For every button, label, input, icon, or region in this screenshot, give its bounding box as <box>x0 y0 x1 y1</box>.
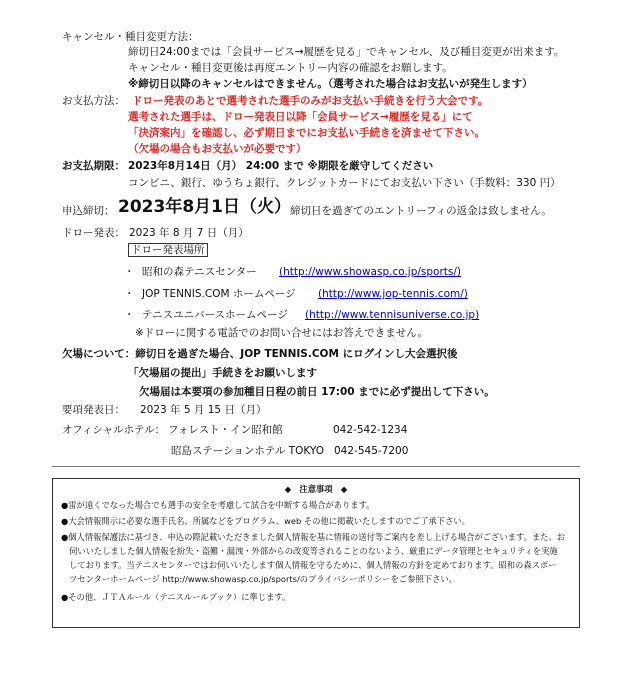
deadline-label: お支払期限： <box>62 160 125 172</box>
cancel-line-2: キャンセル・種目変更後は再度エントリー内容の確認をお願します。 <box>128 62 453 74</box>
payment-red-2: 選考された選手は、ドロー発表日以降「会員サービス→履歴を見る」にて <box>128 111 473 123</box>
draw-label: ドロー発表： <box>62 227 125 239</box>
absence-line-3: 欠場届は本要項の参加種目日程の前日 17:00 までに必ず提出して下さい。 <box>139 386 495 398</box>
payment-red-3: 「決済案内」を確認し、必ず期日までにお支払い手続きを済ませて下さい。 <box>128 127 485 139</box>
announce-date: 2023 年 5 月 15 日（月） <box>140 404 267 416</box>
hotel-name-2: 昭島ステーションホテル TOKYO <box>171 445 324 457</box>
notice-item: ●大会情報開示に必要な選手氏名、所属などをプログラム、web その他に掲載いたしますのでご了承下さい。 <box>61 516 470 526</box>
cancel-label: キャンセル・種目変更方法： <box>62 31 199 43</box>
draw-site-link-2[interactable]: (http://www.jop-tennis.com/) <box>318 288 468 300</box>
notice-item: ●個人情報保護法に基づき、申込の際記載いただきました個人情報を基に情報の送付等ご案内を差し上げる場合がございます。また、お <box>61 532 566 542</box>
draw-date: 2023 年 8 月 7 日（月） <box>129 227 249 239</box>
draw-site-name-3: テニスユニバースホームページ <box>142 309 288 321</box>
draw-phone-note: ※ドローに関する電話でのお問い合せにはお答えできません。 <box>135 327 428 339</box>
cancel-line-3: ※締切日以降のキャンセルはできません。（選考された場合はお支払いが発生します） <box>128 78 533 90</box>
draw-site-link-3[interactable]: (http://www.tennisuniverse.co.jp) <box>305 309 480 321</box>
payment-red-4: （欠場の場合もお支払いが必要です） <box>128 143 307 155</box>
cancel-line-1: 締切日24:00までは「会員サービス→履歴を見る」でキャンセル、及び種目変更が出来ます。 <box>128 46 565 58</box>
draw-site-bullet-1: ・ <box>124 266 135 278</box>
notice-item-cont: しております。当テニスセンターではお伺いいたします個人情報を守るために、個人情報の方針を定めております。昭和の森スポー <box>69 560 557 570</box>
hotel-phone-1: 042-542-1234 <box>333 424 408 436</box>
notice-item: ●その他、ＪＴＡルール（テニスルールブック）に準じます。 <box>61 592 291 602</box>
notice-box <box>52 478 580 628</box>
entry-label: 申込締切： <box>62 205 115 217</box>
draw-site-link-1[interactable]: (http://www.showasp.co.jp/sports/) <box>279 266 462 278</box>
draw-place-label: ドロー発表場所 <box>128 243 208 257</box>
deadline-value: 2023年8月14日（月） 24:00 まで ※期限を厳守してください <box>128 160 434 172</box>
hotel-phone-2: 042-545-7200 <box>334 445 409 457</box>
notice-title: ◆ 注意事項 ◆ <box>284 484 348 494</box>
entry-deadline-date: 2023年8月1日（火） <box>118 197 291 217</box>
payment-red-1: ドロー発表のあとで選考された選手のみがお支払い手続きを行う大会です。 <box>132 95 489 107</box>
notice-item-cont: 伺いいたしました個人情報を紛失・盗難・漏洩・外部からの改変等されることのないよう、厳重にデータ管理とセキュリティを実施 <box>69 546 558 556</box>
announce-label: 要項発表日： <box>62 404 125 416</box>
entry-refund-note: 締切日を過ぎてのエントリーフィの返金は致しません。 <box>290 205 552 217</box>
draw-place-box <box>128 243 208 257</box>
section-divider <box>52 466 580 467</box>
hotel-name-1: フォレスト・イン昭和館 <box>168 424 283 436</box>
payment-methods: コンビニ、銀行、ゆうちょ銀行、クレジットカードにてお支払い下さい（手数料：330 円） <box>128 177 561 189</box>
draw-site-name-1: 昭和の森テニスセンター <box>142 266 257 278</box>
hotel-label: オフィシャルホテル： <box>62 424 166 436</box>
draw-site-bullet-3: ・ <box>124 309 135 321</box>
notice-item: ●雷が遠くでなった場合でも選手の安全を考慮して試合を中断する場合があります。 <box>61 500 375 510</box>
absence-line-2: 「欠場届の提出」手続きをお願いします <box>128 367 317 379</box>
absence-line-1: 欠場について：締切日を過ぎた場合、JOP TENNIS.COM にログインし大会選択後 <box>62 348 458 360</box>
notice-item-cont: ツセンターホームページ http://www.showasp.co.jp/sports/のプライバシーポリシーをご参照下さい。 <box>69 574 457 584</box>
draw-site-name-2: JOP TENNIS.COM ホームページ <box>142 288 296 300</box>
payment-label: お支払方法： <box>62 95 125 107</box>
draw-site-bullet-2: ・ <box>124 288 135 300</box>
